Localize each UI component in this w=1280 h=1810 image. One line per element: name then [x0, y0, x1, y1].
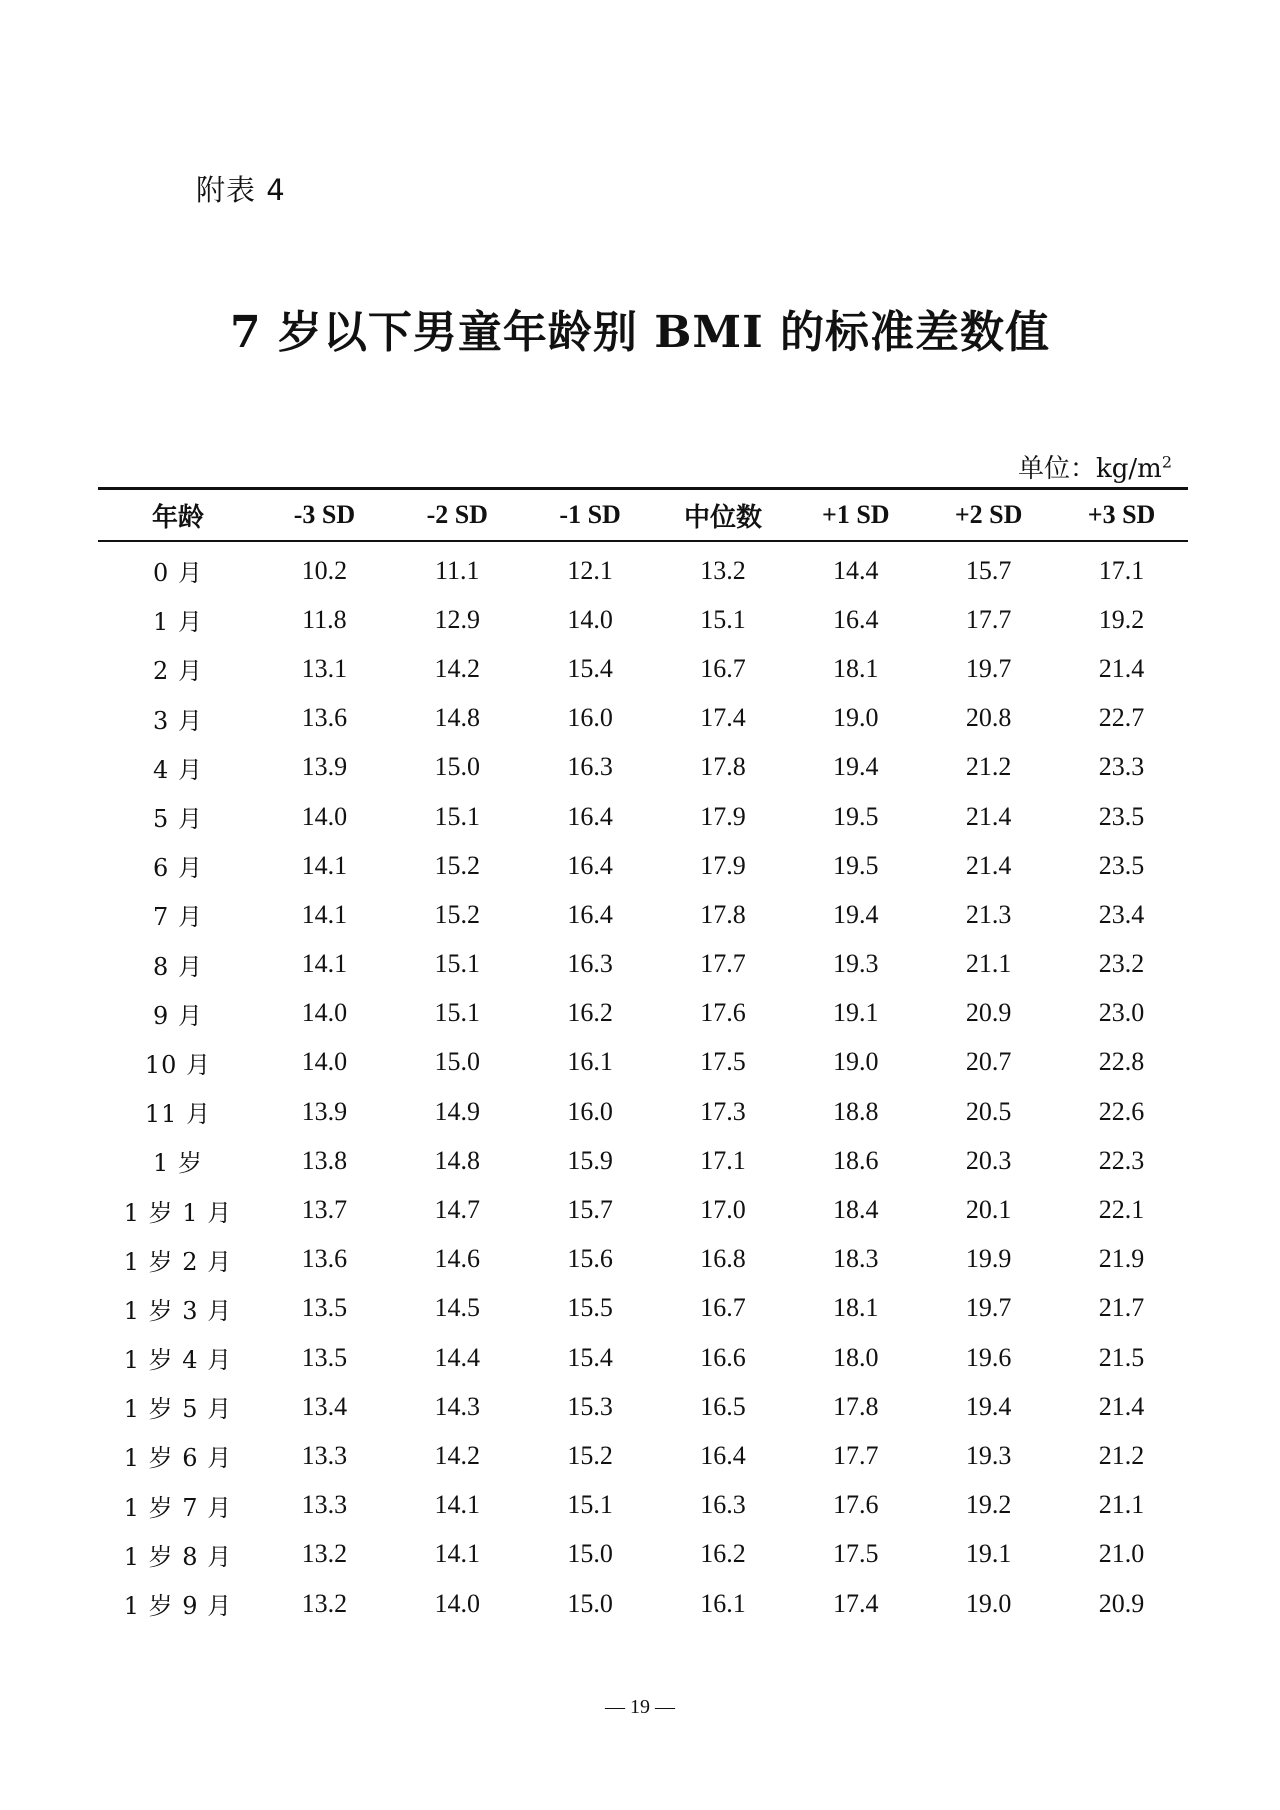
- age-cell: 1 岁 6 月: [123, 1444, 233, 1473]
- table-row: [98, 1235, 1188, 1284]
- value-cell: 19.2: [965, 1490, 1012, 1520]
- value-cell: 23.5: [1098, 801, 1145, 831]
- value-cell: 14.4: [434, 1342, 481, 1372]
- value-cell: 19.6: [965, 1342, 1012, 1372]
- age-cell: 4 月: [153, 755, 203, 784]
- value-cell: 16.4: [700, 1440, 746, 1470]
- table-row: [98, 1087, 1188, 1136]
- value-cell: 16.4: [567, 899, 613, 929]
- value-cell: 14.8: [434, 1145, 481, 1175]
- age-cell: 1 岁 1 月: [123, 1198, 233, 1227]
- value-cell: 16.3: [567, 752, 613, 782]
- value-cell: 19.0: [833, 1047, 879, 1077]
- age-cell: 10 月: [144, 1050, 212, 1079]
- table-row: [98, 743, 1188, 792]
- value-cell: 16.3: [567, 949, 613, 979]
- value-cell: 15.7: [965, 555, 1012, 585]
- value-cell: 21.1: [1098, 1490, 1145, 1520]
- age-cell: 3 月: [153, 706, 203, 735]
- table-row: [98, 1038, 1188, 1087]
- column-header-age: 年龄: [98, 489, 258, 542]
- value-cell: 15.5: [567, 1293, 613, 1323]
- value-cell: 19.4: [833, 899, 879, 929]
- value-cell: 16.2: [567, 998, 613, 1028]
- table-row: [98, 595, 1188, 644]
- table-row: [98, 1136, 1188, 1185]
- table-header-row: [98, 489, 1188, 542]
- value-cell: 19.7: [965, 653, 1012, 683]
- value-cell: 20.7: [965, 1047, 1012, 1077]
- value-cell: 13.9: [301, 1096, 348, 1126]
- value-cell: 14.0: [301, 801, 348, 831]
- value-cell: 19.0: [965, 1588, 1012, 1618]
- value-cell: 18.1: [833, 1293, 879, 1323]
- age-cell: 1 岁 2 月: [123, 1247, 233, 1276]
- value-cell: 17.7: [965, 604, 1012, 634]
- value-cell: 13.3: [301, 1440, 348, 1470]
- value-cell: 15.1: [434, 998, 481, 1028]
- table-row: [98, 1284, 1188, 1333]
- value-cell: 14.1: [301, 949, 348, 979]
- value-cell: 19.1: [833, 998, 879, 1028]
- table-row: [98, 1431, 1188, 1480]
- value-cell: 12.1: [567, 555, 613, 585]
- column-header: -1 SD: [524, 489, 657, 542]
- value-cell: 13.2: [700, 555, 746, 585]
- value-cell: 11.8: [302, 604, 347, 634]
- column-header: +2 SD: [922, 489, 1055, 542]
- value-cell: 21.4: [1098, 1391, 1145, 1421]
- value-cell: 14.1: [434, 1539, 481, 1569]
- value-cell: 17.7: [700, 949, 746, 979]
- value-cell: 23.4: [1098, 899, 1145, 929]
- age-cell: 1 岁 3 月: [123, 1296, 233, 1325]
- bmi-table-container: [98, 487, 1188, 1628]
- table-row: [98, 644, 1188, 693]
- value-cell: 13.6: [301, 703, 348, 733]
- value-cell: 21.4: [965, 850, 1012, 880]
- column-header: -2 SD: [391, 489, 524, 542]
- age-cell: 11 月: [144, 1100, 212, 1129]
- table-row: [98, 792, 1188, 841]
- age-cell: 8 月: [153, 952, 203, 981]
- value-cell: 15.4: [567, 1342, 613, 1372]
- value-cell: 17.9: [700, 850, 746, 880]
- value-cell: 14.0: [567, 604, 613, 634]
- value-cell: 14.5: [434, 1293, 481, 1323]
- value-cell: 17.5: [833, 1539, 879, 1569]
- value-cell: 15.7: [567, 1195, 613, 1225]
- table-row: [98, 890, 1188, 939]
- table-body: [98, 541, 1188, 1628]
- age-cell: 1 岁 9 月: [123, 1592, 233, 1621]
- value-cell: 21.9: [1098, 1244, 1145, 1274]
- value-cell: 18.8: [833, 1096, 879, 1126]
- value-cell: 17.8: [700, 752, 746, 782]
- value-cell: 14.4: [833, 555, 879, 585]
- value-cell: 21.0: [1098, 1539, 1145, 1569]
- value-cell: 14.2: [434, 1440, 481, 1470]
- value-cell: 15.1: [434, 949, 481, 979]
- value-cell: 14.0: [434, 1588, 481, 1618]
- value-cell: 19.5: [833, 801, 879, 831]
- value-cell: 22.3: [1098, 1145, 1145, 1175]
- value-cell: 15.6: [567, 1244, 613, 1274]
- value-cell: 19.9: [965, 1244, 1012, 1274]
- value-cell: 18.6: [833, 1145, 879, 1175]
- value-cell: 15.2: [567, 1440, 613, 1470]
- value-cell: 13.9: [301, 752, 348, 782]
- value-cell: 16.0: [567, 703, 613, 733]
- appendix-label: 附表 4: [196, 173, 286, 207]
- value-cell: 19.4: [833, 752, 879, 782]
- table-row: [98, 1481, 1188, 1530]
- column-header: +1 SD: [789, 489, 922, 542]
- value-cell: 15.0: [567, 1588, 613, 1618]
- value-cell: 16.6: [700, 1342, 746, 1372]
- age-cell: 1 岁 4 月: [123, 1346, 233, 1375]
- value-cell: 13.7: [301, 1195, 348, 1225]
- value-cell: 17.5: [700, 1047, 746, 1077]
- value-cell: 14.6: [434, 1244, 481, 1274]
- value-cell: 21.2: [1098, 1440, 1145, 1470]
- value-cell: 19.5: [833, 850, 879, 880]
- value-cell: 17.4: [700, 703, 746, 733]
- table-row: [98, 940, 1188, 989]
- table-row: [98, 1530, 1188, 1579]
- age-cell: 1 岁 5 月: [123, 1395, 233, 1424]
- value-cell: 16.3: [700, 1490, 746, 1520]
- value-cell: 16.7: [700, 653, 746, 683]
- value-cell: 16.5: [700, 1391, 746, 1421]
- value-cell: 14.0: [301, 1047, 348, 1077]
- value-cell: 17.0: [700, 1195, 746, 1225]
- value-cell: 19.2: [1098, 604, 1145, 634]
- bmi-sd-table: [98, 487, 1188, 1628]
- unit-superscript: 2: [1161, 452, 1172, 472]
- value-cell: 20.9: [965, 998, 1012, 1028]
- value-cell: 11.1: [434, 555, 480, 585]
- value-cell: 14.0: [301, 998, 348, 1028]
- value-cell: 18.4: [833, 1195, 879, 1225]
- value-cell: 23.3: [1098, 752, 1145, 782]
- value-cell: 21.4: [1098, 653, 1145, 683]
- value-cell: 20.1: [965, 1195, 1012, 1225]
- value-cell: 14.8: [434, 703, 481, 733]
- value-cell: 21.4: [965, 801, 1012, 831]
- value-cell: 14.1: [301, 850, 348, 880]
- value-cell: 22.7: [1098, 703, 1145, 733]
- table-row: [98, 1579, 1188, 1628]
- value-cell: 16.2: [700, 1539, 746, 1569]
- value-cell: 16.7: [700, 1293, 746, 1323]
- value-cell: 20.9: [1098, 1588, 1145, 1618]
- value-cell: 15.2: [434, 850, 481, 880]
- value-cell: 17.3: [700, 1096, 746, 1126]
- value-cell: 14.9: [434, 1096, 481, 1126]
- table-row: [98, 1185, 1188, 1234]
- table-row: [98, 1333, 1188, 1382]
- age-cell: 2 月: [153, 657, 203, 686]
- value-cell: 15.1: [700, 604, 746, 634]
- value-cell: 16.8: [700, 1244, 746, 1274]
- value-cell: 21.1: [965, 949, 1012, 979]
- value-cell: 15.1: [567, 1490, 613, 1520]
- value-cell: 17.1: [700, 1145, 746, 1175]
- value-cell: 15.3: [567, 1391, 613, 1421]
- value-cell: 16.4: [567, 850, 613, 880]
- value-cell: 17.8: [700, 899, 746, 929]
- value-cell: 15.4: [567, 653, 613, 683]
- value-cell: 22.1: [1098, 1195, 1145, 1225]
- value-cell: 15.9: [567, 1145, 613, 1175]
- age-cell: 1 月: [153, 608, 203, 637]
- unit-label: [1018, 448, 1172, 485]
- value-cell: 16.0: [567, 1096, 613, 1126]
- value-cell: 20.8: [965, 703, 1012, 733]
- value-cell: 16.1: [567, 1047, 613, 1077]
- value-cell: 22.8: [1098, 1047, 1145, 1077]
- value-cell: 17.8: [833, 1391, 879, 1421]
- value-cell: 23.0: [1098, 998, 1145, 1028]
- value-cell: 19.3: [833, 949, 879, 979]
- age-cell: 6 月: [153, 854, 203, 883]
- age-cell: 1 岁 8 月: [123, 1542, 233, 1571]
- value-cell: 19.3: [965, 1440, 1012, 1470]
- value-cell: 16.4: [833, 604, 879, 634]
- value-cell: 22.6: [1098, 1096, 1145, 1126]
- value-cell: 14.7: [434, 1195, 481, 1225]
- unit-text: 单位：kg/m: [1017, 454, 1162, 484]
- value-cell: 17.9: [700, 801, 746, 831]
- age-cell: 1 岁 7 月: [123, 1493, 233, 1522]
- value-cell: 16.1: [700, 1588, 746, 1618]
- value-cell: 14.1: [434, 1490, 481, 1520]
- value-cell: 13.1: [301, 653, 348, 683]
- column-header: -3 SD: [258, 489, 391, 542]
- table-row: [98, 989, 1188, 1038]
- age-cell: 7 月: [153, 903, 203, 932]
- value-cell: 21.2: [965, 752, 1012, 782]
- value-cell: 14.1: [301, 899, 348, 929]
- value-cell: 21.7: [1098, 1293, 1145, 1323]
- value-cell: 17.6: [700, 998, 746, 1028]
- value-cell: 13.2: [301, 1588, 348, 1618]
- age-cell: 1 岁: [153, 1149, 203, 1178]
- age-cell: 5 月: [153, 805, 203, 834]
- value-cell: 13.6: [301, 1244, 348, 1274]
- value-cell: 14.3: [434, 1391, 481, 1421]
- page-title: 7 岁以下男童年龄别 BMI 的标准差数值: [229, 307, 1051, 358]
- value-cell: 13.5: [301, 1342, 348, 1372]
- column-header: 中位数: [657, 489, 790, 542]
- value-cell: 19.7: [965, 1293, 1012, 1323]
- table-row: [98, 541, 1188, 595]
- value-cell: 15.0: [434, 752, 481, 782]
- age-cell: 0 月: [153, 559, 203, 588]
- value-cell: 21.5: [1098, 1342, 1145, 1372]
- value-cell: 18.1: [833, 653, 879, 683]
- value-cell: 20.3: [965, 1145, 1012, 1175]
- value-cell: 13.4: [301, 1391, 348, 1421]
- value-cell: 14.2: [434, 653, 481, 683]
- value-cell: 18.0: [833, 1342, 879, 1372]
- value-cell: 19.4: [965, 1391, 1012, 1421]
- table-row: [98, 1382, 1188, 1431]
- value-cell: 23.5: [1098, 850, 1145, 880]
- value-cell: 13.8: [301, 1145, 348, 1175]
- value-cell: 17.1: [1098, 555, 1145, 585]
- age-cell: 9 月: [153, 1001, 203, 1030]
- value-cell: 21.3: [965, 899, 1012, 929]
- page-number: — 19 —: [605, 1696, 675, 1718]
- value-cell: 17.7: [833, 1440, 879, 1470]
- value-cell: 15.2: [434, 899, 481, 929]
- value-cell: 18.3: [833, 1244, 879, 1274]
- value-cell: 15.0: [567, 1539, 613, 1569]
- value-cell: 17.6: [833, 1490, 879, 1520]
- value-cell: 12.9: [434, 604, 481, 634]
- value-cell: 16.4: [567, 801, 613, 831]
- value-cell: 17.4: [833, 1588, 879, 1618]
- value-cell: 15.1: [434, 801, 481, 831]
- column-header: +3 SD: [1055, 489, 1188, 542]
- value-cell: 13.5: [301, 1293, 348, 1323]
- table-row: [98, 841, 1188, 890]
- value-cell: 19.1: [965, 1539, 1012, 1569]
- value-cell: 20.5: [965, 1096, 1012, 1126]
- value-cell: 13.3: [301, 1490, 348, 1520]
- value-cell: 15.0: [434, 1047, 481, 1077]
- value-cell: 13.2: [301, 1539, 348, 1569]
- value-cell: 19.0: [833, 703, 879, 733]
- table-row: [98, 694, 1188, 743]
- value-cell: 23.2: [1098, 949, 1145, 979]
- value-cell: 10.2: [301, 555, 348, 585]
